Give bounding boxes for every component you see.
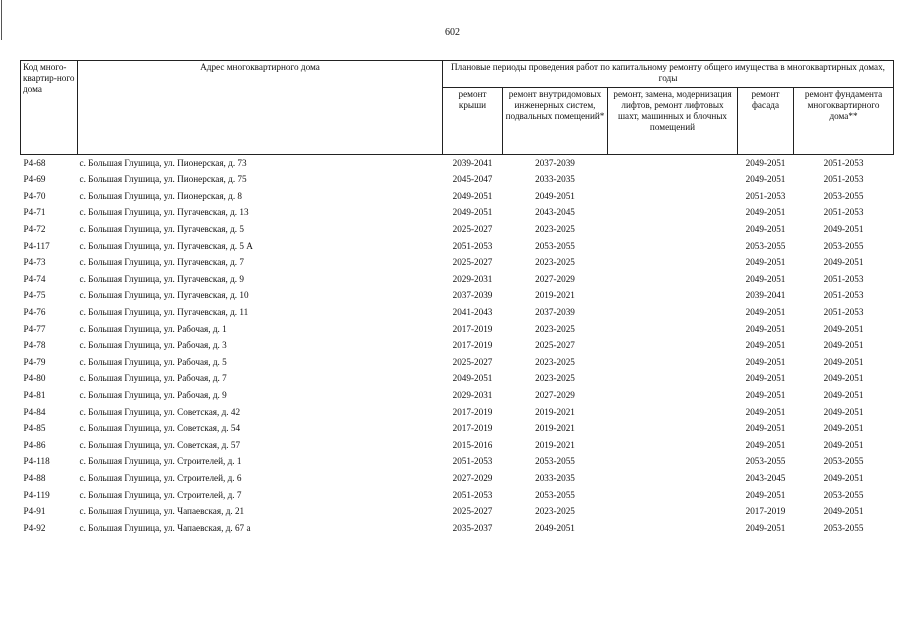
- cell-roof: 2051-2053: [452, 456, 493, 467]
- cell-roof: 2039-2041: [452, 157, 493, 168]
- cell-address: с. Большая Глушица, ул. Рабочая, д. 5: [79, 356, 227, 367]
- cell-facade: 2049-2051: [745, 373, 786, 384]
- cell-foundation: 2053-2055: [823, 240, 864, 251]
- cell-roof: 2025-2027: [452, 257, 493, 268]
- cell-elevators: [608, 454, 738, 471]
- cell-address: с. Большая Глушица, ул. Рабочая, д. 7: [79, 373, 227, 384]
- cell-engineering: 2023-2025: [535, 373, 575, 384]
- cell-elevators: [608, 155, 738, 172]
- cell-foundation: 2053-2055: [823, 456, 864, 467]
- cell-foundation: 2049-2051: [823, 224, 864, 235]
- header-address: Адрес многоквартирного дома: [78, 61, 443, 155]
- cell-elevators: [608, 188, 738, 205]
- cell-roof: 2017-2019: [452, 323, 493, 334]
- cell-foundation: 2051-2053: [823, 207, 864, 218]
- cell-engineering: 2053-2055: [535, 489, 575, 500]
- cell-facade: 2049-2051: [745, 390, 786, 400]
- cell-code: Р4-91: [23, 506, 46, 517]
- cell-code: Р4-78: [23, 340, 46, 351]
- table-row: [21, 188, 894, 205]
- cell-elevators: [608, 487, 738, 504]
- header-roof: ремонт крыши: [443, 87, 503, 154]
- cell-foundation: 2049-2051: [823, 356, 864, 367]
- cell-roof: 2051-2053: [452, 489, 493, 500]
- cell-code: Р4-69: [23, 174, 46, 185]
- cell-code: Р4-77: [23, 323, 46, 334]
- cell-code: Р4-85: [23, 423, 46, 434]
- cell-engineering: 2019-2021: [535, 406, 575, 417]
- cell-roof: 2049-2051: [452, 373, 493, 384]
- cell-code: Р4-71: [23, 207, 46, 218]
- cell-code: Р4-84: [23, 406, 46, 417]
- table-row: [21, 404, 894, 421]
- cell-roof: 2049-2051: [452, 190, 493, 201]
- cell-address: с. Большая Глушица, ул. Пионерская, д. 75: [79, 174, 247, 185]
- cell-foundation: 2049-2051: [823, 373, 864, 384]
- header-elevators: ремонт, замена, модернизация лифтов, ремонт лифтовых шахт, машинных и блочных помещений: [608, 87, 738, 154]
- cell-facade: 2049-2051: [745, 340, 786, 351]
- table-row: [21, 288, 894, 305]
- table-row: [21, 503, 894, 520]
- cell-code: Р4-68: [23, 157, 46, 168]
- cell-foundation: 2051-2053: [823, 174, 864, 185]
- cell-facade: 2053-2055: [745, 240, 786, 251]
- cell-elevators: [608, 288, 738, 305]
- cell-engineering: 2025-2027: [535, 340, 575, 351]
- cell-engineering: 2053-2055: [535, 240, 575, 251]
- cell-facade: 2051-2053: [745, 190, 786, 201]
- cell-foundation: 2051-2053: [823, 273, 864, 284]
- cell-elevators: [608, 221, 738, 238]
- cell-foundation: 2049-2051: [823, 390, 864, 400]
- cell-roof: 2017-2019: [452, 423, 493, 434]
- page-number: 602: [445, 27, 460, 38]
- cell-engineering: 2019-2021: [535, 423, 575, 434]
- header-facade: ремонт фасада: [738, 87, 794, 154]
- cell-address: с. Большая Глушица, ул. Пугачевская, д. 13: [79, 207, 249, 218]
- capital-repair-table: [20, 60, 894, 537]
- cell-code: Р4-73: [23, 257, 46, 268]
- cell-address: с. Большая Глушица, ул. Пугачевская, д. 5 А: [79, 240, 253, 251]
- cell-address: с. Большая Глушица, ул. Чапаевская, д. 21: [79, 506, 245, 517]
- cell-facade: 2049-2051: [745, 224, 786, 235]
- cell-address: с. Большая Глушица, ул. Советская, д. 57: [79, 439, 241, 450]
- cell-elevators: [608, 520, 738, 537]
- cell-roof: 2051-2053: [452, 240, 493, 251]
- cell-elevators: [608, 271, 738, 288]
- table-row: [21, 421, 894, 438]
- cell-address: с. Большая Глушица, ул. Пугачевская, д. 5: [79, 224, 244, 235]
- cell-elevators: [608, 404, 738, 421]
- cell-roof: 2045-2047: [452, 174, 493, 185]
- cell-elevators: [608, 205, 738, 222]
- cell-engineering: 2023-2025: [535, 506, 575, 517]
- table-row: [21, 520, 894, 537]
- cell-address: с. Большая Глушица, ул. Пугачевская, д. 10: [79, 290, 249, 301]
- cell-engineering: 2049-2051: [535, 190, 575, 201]
- cell-engineering: 2037-2039: [535, 157, 575, 168]
- table-row: [21, 304, 894, 321]
- table-row: [21, 255, 894, 272]
- cell-roof: 2035-2037: [452, 522, 493, 533]
- cell-foundation: 2053-2055: [823, 489, 864, 500]
- cell-elevators: [608, 371, 738, 388]
- cell-code: Р4-74: [23, 273, 46, 284]
- cell-facade: 2043-2045: [745, 472, 786, 483]
- cell-facade: 2049-2051: [745, 273, 786, 284]
- cell-address: с. Большая Глушица, ул. Строителей, д. 1: [79, 456, 242, 467]
- cell-facade: 2049-2051: [745, 423, 786, 434]
- cell-engineering: 2023-2025: [535, 323, 575, 334]
- header-engineering: ремонт внутридомовых инженерных систем, подвальных помещений*: [503, 87, 608, 154]
- cell-elevators: [608, 304, 738, 321]
- table-body: [21, 155, 894, 537]
- cell-code: Р4-117: [23, 240, 50, 251]
- cell-elevators: [608, 470, 738, 487]
- table-row: [21, 487, 894, 504]
- cell-elevators: [608, 172, 738, 189]
- cell-engineering: 2023-2025: [535, 257, 575, 268]
- cell-facade: 2049-2051: [745, 356, 786, 367]
- cell-roof: 2041-2043: [452, 307, 493, 318]
- table-row: [21, 454, 894, 471]
- cell-code: Р4-88: [23, 472, 46, 483]
- cell-foundation: 2051-2053: [823, 290, 864, 301]
- table-row: [21, 271, 894, 288]
- cell-address: с. Большая Глушица, ул. Советская, д. 54: [79, 423, 241, 434]
- cell-facade: 2039-2041: [745, 290, 786, 301]
- header-code: Код много-квартир-ного дома: [21, 61, 78, 155]
- cell-address: с. Большая Глушица, ул. Пугачевская, д. 7: [79, 257, 244, 268]
- cell-facade: 2049-2051: [745, 257, 786, 268]
- cell-engineering: 2053-2055: [535, 456, 575, 467]
- cell-engineering: 2043-2045: [535, 207, 575, 218]
- cell-elevators: [608, 255, 738, 272]
- cell-elevators: [608, 421, 738, 438]
- cell-roof: 2017-2019: [452, 340, 493, 351]
- cell-facade: 2049-2051: [745, 207, 786, 218]
- cell-roof: 2029-2031: [452, 273, 493, 284]
- table-row: [21, 155, 894, 172]
- cell-foundation: 2053-2055: [823, 522, 864, 533]
- cell-roof: 2049-2051: [452, 207, 493, 218]
- cell-address: с. Большая Глушица, ул. Пугачевская, д. 9: [79, 273, 244, 284]
- cell-roof: 2025-2027: [452, 506, 493, 517]
- cell-address: с. Большая Глушица, ул. Строителей, д. 6: [79, 472, 242, 483]
- cell-elevators: [608, 437, 738, 454]
- cell-engineering: 2027-2029: [535, 273, 575, 284]
- cell-facade: 2049-2051: [745, 406, 786, 417]
- cell-code: Р4-118: [23, 456, 50, 467]
- table-row: [21, 338, 894, 355]
- cell-code: Р4-119: [23, 489, 50, 500]
- cell-foundation: 2049-2051: [823, 506, 864, 517]
- table-row: [21, 387, 894, 404]
- cell-code: Р4-72: [23, 224, 46, 235]
- cell-code: Р4-80: [23, 373, 46, 384]
- cell-code: Р4-79: [23, 356, 46, 367]
- cell-engineering: 2019-2021: [535, 290, 575, 301]
- header-periods: Плановые периоды проведения работ по капитальному ремонту общего имущества в многоквартирных домах, годы: [443, 61, 894, 88]
- cell-address: с. Большая Глушица, ул. Пионерская, д. 8: [79, 190, 243, 201]
- cell-address: с. Большая Глушица, ул. Рабочая, д. 1: [79, 323, 227, 334]
- cell-facade: 2017-2019: [745, 506, 786, 517]
- cell-facade: 2053-2055: [745, 456, 786, 467]
- cell-address: с. Большая Глушица, ул. Пугачевская, д. 11: [79, 307, 249, 318]
- cell-elevators: [608, 238, 738, 255]
- cell-engineering: 2033-2035: [535, 174, 575, 185]
- cell-engineering: 2019-2021: [535, 439, 575, 450]
- cell-facade: 2049-2051: [745, 489, 786, 500]
- cell-code: Р4-76: [23, 307, 46, 318]
- cell-elevators: [608, 387, 738, 404]
- cell-foundation: 2049-2051: [823, 323, 864, 334]
- cell-engineering: 2023-2025: [535, 356, 575, 367]
- cell-code: Р4-81: [23, 390, 46, 400]
- table-row: [21, 172, 894, 189]
- cell-facade: 2049-2051: [745, 307, 786, 318]
- table-row: [21, 470, 894, 487]
- cell-foundation: 2049-2051: [823, 439, 864, 450]
- cell-elevators: [608, 321, 738, 338]
- table-row: [21, 354, 894, 371]
- cell-code: Р4-75: [23, 290, 46, 301]
- cell-foundation: 2051-2053: [823, 307, 864, 318]
- table-row: [21, 321, 894, 338]
- cell-facade: 2049-2051: [745, 522, 786, 533]
- cell-foundation: 2049-2051: [823, 472, 864, 483]
- cell-foundation: 2051-2053: [823, 157, 864, 168]
- table-row: [21, 221, 894, 238]
- cell-facade: 2049-2051: [745, 174, 786, 185]
- cell-foundation: 2053-2055: [823, 190, 864, 201]
- cell-foundation: 2049-2051: [823, 406, 864, 417]
- cell-address: с. Большая Глушица, ул. Строителей, д. 7: [79, 489, 242, 500]
- cell-code: Р4-70: [23, 190, 46, 201]
- cell-engineering: 2027-2029: [535, 390, 575, 400]
- header-foundation: ремонт фундамента многоквартирного дома**: [794, 87, 894, 154]
- cell-roof: 2025-2027: [452, 224, 493, 235]
- cell-facade: 2049-2051: [745, 439, 786, 450]
- cell-roof: 2015-2016: [452, 439, 493, 450]
- cell-roof: 2027-2029: [452, 472, 493, 483]
- cell-foundation: 2049-2051: [823, 340, 864, 351]
- cell-facade: 2049-2051: [745, 323, 786, 334]
- table-row: [21, 238, 894, 255]
- cell-foundation: 2049-2051: [823, 423, 864, 434]
- cell-engineering: 2033-2035: [535, 472, 575, 483]
- table-row: [21, 371, 894, 388]
- cell-address: с. Большая Глушица, ул. Советская, д. 42: [79, 406, 241, 417]
- header-row-top: [21, 61, 894, 88]
- cell-roof: 2025-2027: [452, 356, 493, 367]
- cell-address: с. Большая Глушица, ул. Пионерская, д. 73: [79, 157, 247, 168]
- cell-elevators: [608, 354, 738, 371]
- cell-roof: 2029-2031: [452, 390, 493, 400]
- cell-elevators: [608, 503, 738, 520]
- cell-roof: 2037-2039: [452, 290, 493, 301]
- cell-engineering: 2037-2039: [535, 307, 575, 318]
- cell-address: с. Большая Глушица, ул. Чапаевская, д. 67 а: [79, 522, 251, 533]
- cell-address: с. Большая Глушица, ул. Рабочая, д. 9: [79, 390, 227, 400]
- cell-code: Р4-86: [23, 439, 46, 450]
- cell-code: Р4-92: [23, 522, 46, 533]
- cell-engineering: 2023-2025: [535, 224, 575, 235]
- cell-engineering: 2049-2051: [535, 522, 575, 533]
- table-row: [21, 205, 894, 222]
- cell-roof: 2017-2019: [452, 406, 493, 417]
- cell-foundation: 2049-2051: [823, 257, 864, 268]
- table-row: [21, 437, 894, 454]
- cell-address: с. Большая Глушица, ул. Рабочая, д. 3: [79, 340, 227, 351]
- cell-facade: 2049-2051: [745, 157, 786, 168]
- cell-elevators: [608, 338, 738, 355]
